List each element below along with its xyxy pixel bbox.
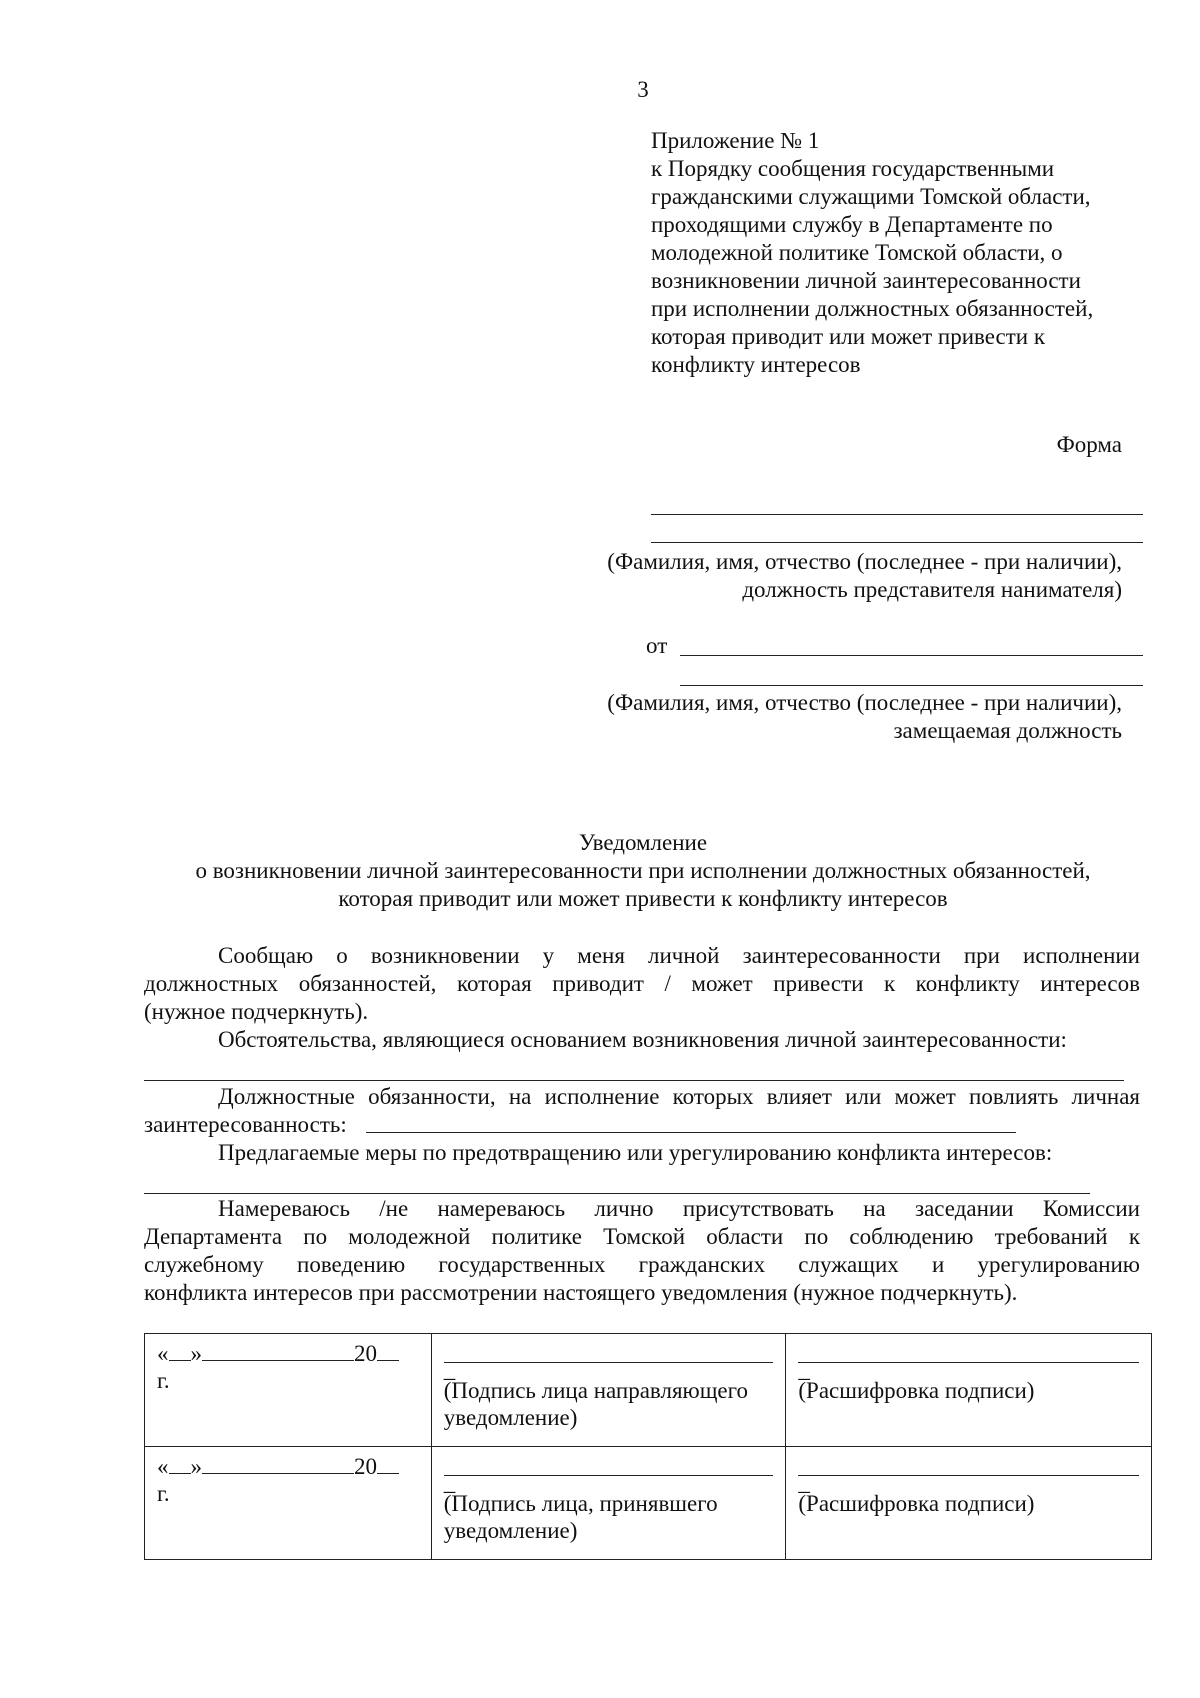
year-prefix: 20 bbox=[354, 1454, 377, 1479]
line-dash: _ bbox=[443, 1470, 456, 1495]
addressee-caption-2: должность представителя нанимателя) bbox=[742, 577, 1122, 602]
year-suffix: г. bbox=[157, 1368, 170, 1393]
decoding-cell[interactable] bbox=[786, 1447, 1152, 1560]
notice-title bbox=[0, 829, 1200, 913]
appendix-line: возникновении личной заинтересованности bbox=[651, 268, 1081, 293]
appendix-line: гражданскими служащими Томской области, bbox=[651, 184, 1091, 209]
sender-fill-line-2[interactable] bbox=[680, 685, 1143, 686]
paragraph-line: Должностные обязанности, на исполнение которых влияет или может повлиять личная bbox=[218, 1084, 1140, 1109]
notice-title-line: которая приводит или может привести к конфликту интересов bbox=[338, 886, 948, 911]
line-dash: _ bbox=[798, 1470, 810, 1495]
appendix-line: при исполнении должностных обязанностей, bbox=[651, 296, 1094, 321]
date-open-quote: « bbox=[157, 1341, 169, 1366]
page-number: 3 bbox=[637, 77, 649, 102]
decoding-cell[interactable] bbox=[786, 1334, 1152, 1447]
addressee-fill-line-2[interactable] bbox=[651, 542, 1143, 543]
paragraph-measures: Предлагаемые меры по предотвращению или урегулированию конфликта интересов: bbox=[218, 1140, 1053, 1165]
sender-caption-2: замещаемая должность bbox=[893, 718, 1122, 743]
line-dash: _ bbox=[443, 1357, 456, 1382]
appendix-line: которая приводит или может привести к bbox=[651, 324, 1045, 349]
paragraph-line: заинтересованность: bbox=[144, 1112, 347, 1137]
date-line bbox=[157, 1451, 419, 1480]
sender-caption-1: (Фамилия, имя, отчество (последнее - при наличии), bbox=[607, 690, 1122, 715]
measures-fill-line[interactable] bbox=[144, 1193, 1090, 1194]
notice-title-line: о возникновении личной заинтересованности при исполнении должностных обязанностей, bbox=[195, 858, 1091, 883]
signature-caption: (Подпись лица направляющего уведомление) bbox=[443, 1378, 748, 1430]
paragraph-line: должностных обязанностей, которая приводит / может привести к конфликту интересов bbox=[144, 971, 1140, 996]
addressee-fill-line-1[interactable] bbox=[651, 514, 1143, 515]
from-label: от bbox=[646, 633, 668, 658]
line-dash: _ bbox=[798, 1357, 810, 1382]
month-blank[interactable] bbox=[202, 1451, 354, 1474]
paragraph-report bbox=[144, 942, 1140, 1026]
table-row bbox=[145, 1447, 1152, 1560]
date-open-quote: « bbox=[157, 1454, 169, 1479]
circumstances-fill-line[interactable] bbox=[144, 1080, 1124, 1081]
paragraph-line: служебному поведению государственных гражданских служащих и урегулированию bbox=[144, 1252, 1140, 1277]
table-row bbox=[145, 1334, 1152, 1447]
date-cell[interactable] bbox=[145, 1334, 432, 1447]
date-close-quote: » bbox=[190, 1454, 202, 1479]
paragraph-circumstances: Обстоятельства, являющиеся основанием возникновения личной заинтересованности: bbox=[218, 1027, 1067, 1052]
sender-fill-line-1[interactable] bbox=[680, 655, 1143, 656]
year-blank[interactable] bbox=[377, 1451, 399, 1474]
paragraph-duties bbox=[144, 1083, 1140, 1139]
paragraph-line: конфликта интересов при рассмотрении настоящего уведомления (нужное подчеркнуть). bbox=[144, 1280, 1018, 1305]
day-blank[interactable] bbox=[169, 1338, 191, 1361]
date-close-quote: » bbox=[190, 1341, 202, 1366]
appendix-line: проходящими службу в Департаменте по bbox=[651, 212, 1053, 237]
paragraph-intention bbox=[144, 1195, 1140, 1307]
form-label: Форма bbox=[1056, 432, 1122, 457]
paragraph-line: Департамента по молодежной политике Томской области по соблюдению требований к bbox=[144, 1224, 1140, 1249]
month-blank[interactable] bbox=[202, 1338, 354, 1361]
appendix-line: молодежной политике Томской области, о bbox=[651, 240, 1063, 265]
paragraph-line: (нужное подчеркнуть). bbox=[144, 999, 369, 1024]
decoding-caption: (Расшифровка подписи) bbox=[798, 1378, 1035, 1403]
appendix-line: конфликту интересов bbox=[651, 352, 861, 377]
appendix-line: Приложение № 1 bbox=[651, 128, 820, 153]
appendix-header bbox=[651, 127, 1151, 379]
signature-cell[interactable] bbox=[431, 1447, 786, 1560]
duties-fill-line[interactable] bbox=[366, 1132, 1016, 1133]
signature-cell[interactable] bbox=[431, 1334, 786, 1447]
year-blank[interactable] bbox=[377, 1338, 399, 1361]
paragraph-line: Намереваюсь /не намереваюсь лично присутствовать на заседании Комиссии bbox=[218, 1196, 1140, 1221]
appendix-line: к Порядку сообщения государственными bbox=[651, 156, 1055, 181]
addressee-caption-1: (Фамилия, имя, отчество (последнее - при наличии), bbox=[607, 549, 1122, 574]
signature-table bbox=[144, 1333, 1152, 1560]
date-cell[interactable] bbox=[145, 1447, 432, 1560]
date-line bbox=[157, 1338, 419, 1367]
decoding-caption: (Расшифровка подписи) bbox=[798, 1491, 1035, 1516]
paragraph-line: Сообщаю о возникновении у меня личной заинтересованности при исполнении bbox=[218, 943, 1140, 968]
day-blank[interactable] bbox=[169, 1451, 191, 1474]
year-prefix: 20 bbox=[354, 1341, 377, 1366]
notice-title-line: Уведомление bbox=[578, 830, 708, 855]
signature-caption: (Подпись лица, принявшего уведомление) bbox=[443, 1491, 718, 1543]
year-suffix: г. bbox=[157, 1481, 170, 1506]
